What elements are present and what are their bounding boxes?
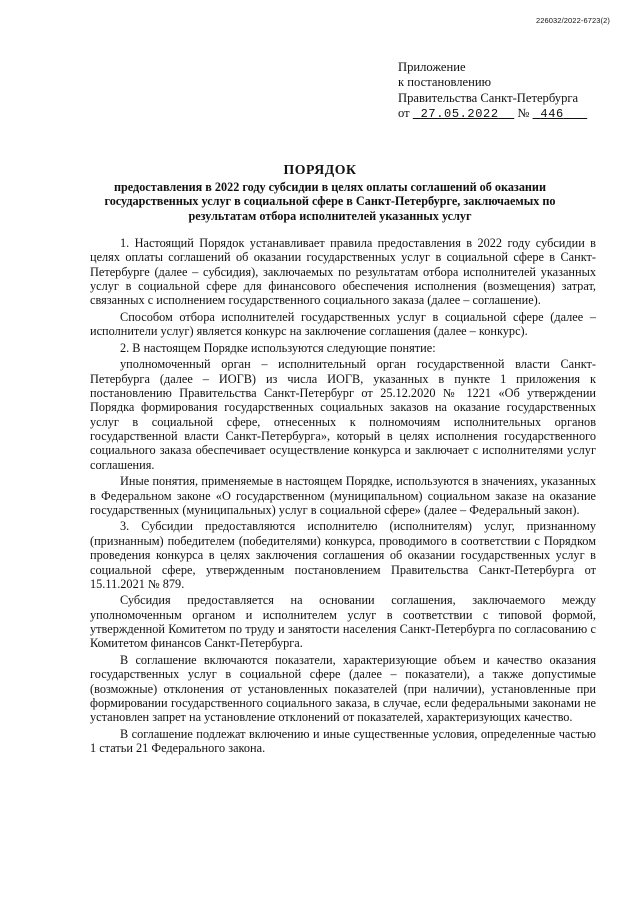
appendix-line-2: к постановлению <box>398 75 492 90</box>
document-title: ПОРЯДОК <box>283 162 357 177</box>
appendix-date-line <box>398 106 608 122</box>
date-prefix: от <box>398 105 410 120</box>
paragraph: Иные понятия, применяемые в настоящем Порядке, используются в значениях, указанных в Федеральном законе «О государственном (муниципальном) социальном заказе на оказание государственных (муниципальных) услуг в социальной сфере» (далее – Федеральный закон). <box>90 474 596 517</box>
decree-date: 27.05.2022 <box>420 106 499 121</box>
number-prefix: № <box>517 105 530 120</box>
paragraph: уполномоченный орган – исполнительный орган государственной власти Санкт-Петербурга (далее – ИОГВ) из числа ИОГВ, указанных в пункте 1 приложения к постановлению Правительства Санкт-Петербург от 25.12.2020 № 1221 «Об утверждении Порядка формирования государственных социальных заказов на оказание государственных услуг в социальной сфере, отнесенных к полномочиям исполнительных органов государственной власти Санкт-Петербурга», который в целях исполнения государственного социального заказа обеспечивает осуществление конкурса и заключает с исполнителями услуг соглашения. <box>90 357 596 472</box>
paragraph: Субсидия предоставляется на основании соглашения, заключаемого между уполномоченным органом и исполнителем услуг в соответствии с типовой формой, утвержденной Комитетом по труду и занятости населения Санкт-Петербурга по согласованию с Комитетом финансов Санкт-Петербурга. <box>90 593 596 651</box>
document-number: 226032/2022-6723(2) <box>535 16 610 25</box>
decree-number: 446 <box>540 106 564 121</box>
paragraph: 3. Субсидии предоставляются исполнителю (исполнителям) услуг, признанному (признанным) победителем (победителями) конкурса, проводимого в соответствии с Порядком проведения конкурса в целях заключения соглашения об оказании государственных услуг в социальной сфере, утвержденным постановлением Правительства Санкт-Петербурга от 15.11.2021 № 879. <box>90 519 596 591</box>
paragraph: В соглашение подлежат включению и иные существенные условия, определенные частью 1 статьи 21 Федерального закона. <box>90 726 596 756</box>
document-body <box>90 236 596 758</box>
paragraph: В соглашение включаются показатели, характеризующие объем и качество оказания государственных услуг в социальной сфере (далее – показатели), а также допустимые (возможные) отклонения от установленных показателей (при наличии), установленные при формировании государственного социального заказа, в случае, если федеральными законами не установлен запрет на установление отклонений от показателей, характеризующих качество. <box>90 652 596 725</box>
paragraph: Способом отбора исполнителей государственных услуг в социальной сфере (далее – исполнители услуг) является конкурс на заключение соглашения (далее – конкурс). <box>90 309 596 339</box>
paragraph: 2. В настоящем Порядке используются следующие понятие: <box>120 340 436 355</box>
paragraph: 1. Настоящий Порядок устанавливает правила предоставления в 2022 году субсидии в целях оплаты соглашений об оказании государственных услуг в социальной сфере в Санкт-Петербурге (далее – субсидия), заключаемых по результатам отбора исполнителей указанных услуг в социальной сфере для финансового обеспечения исполнения (возмещения) затрат, связанных с исполнением государственного социального заказа (далее – соглашение). <box>90 236 596 308</box>
appendix-line-3: Правительства Санкт-Петербурга <box>398 90 579 105</box>
appendix-block <box>398 60 608 122</box>
appendix-line-1: Приложение <box>398 60 466 74</box>
document-subtitle: предоставления в 2022 году субсидии в целях оплаты соглашений об оказании государственных услуг в социальной сфере в Санкт-Петербурге, заключаемых по результатам отбора исполнителей указанных услуг <box>104 180 556 223</box>
